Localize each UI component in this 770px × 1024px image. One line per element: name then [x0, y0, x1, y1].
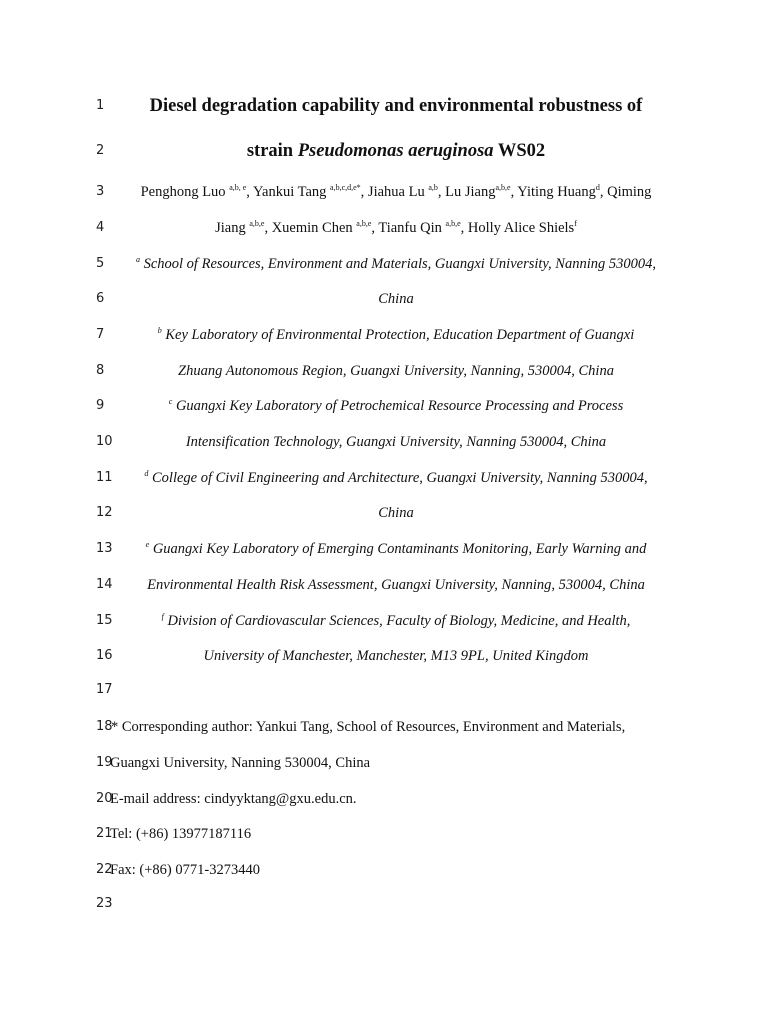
author-affiliation-marker: a,b	[428, 183, 438, 193]
line-number: 16	[96, 648, 113, 663]
affiliation-marker: d	[144, 469, 149, 479]
author-name: , Qiming	[599, 184, 652, 200]
line-number: 1	[96, 98, 105, 113]
line-number: 15	[96, 613, 113, 628]
affiliation-marker: a	[135, 255, 140, 265]
line-number: 11	[96, 470, 113, 485]
correspondence-line: E-mail address: cindyyktang@gxu.edu.cn.	[110, 791, 357, 807]
correspondence-line: Guangxi University, Nanning 530004, China	[110, 755, 371, 771]
affiliation-line	[118, 395, 674, 417]
author-name: , Tianfu Qin	[371, 220, 446, 236]
affiliation-line	[118, 324, 674, 346]
affiliation-line	[118, 610, 674, 632]
line-number: 23	[96, 896, 113, 911]
line-number: 5	[96, 256, 105, 271]
author-name: , Yiting Huang	[510, 184, 596, 200]
affiliation-line	[118, 645, 674, 667]
affiliation-marker: f	[161, 612, 164, 622]
affiliation-text: Zhuang Autonomous Region, Guangxi University, Nanning, 530004, China	[178, 363, 614, 379]
affiliation-marker: c	[168, 397, 173, 407]
line-number: 2	[96, 143, 105, 158]
affiliation-line	[118, 538, 674, 560]
author-affiliation-marker: a,b, e	[229, 183, 247, 193]
author-name: , Yankui Tang	[246, 184, 331, 200]
author-name: , Lu Jiang	[437, 184, 496, 200]
affiliation-line	[118, 288, 674, 310]
line-number: 22	[96, 862, 113, 877]
line-number: 10	[96, 434, 113, 449]
line-number: 3	[96, 184, 105, 199]
author-name: , Holly Alice Shiels	[460, 220, 575, 236]
correspondence-line: Tel: (+86) 13977187116	[110, 826, 252, 842]
affiliation-text: University of Manchester, Manchester, M13 9PL, United Kingdom	[203, 648, 589, 664]
line-number: 4	[96, 220, 105, 235]
affiliation-text: Guangxi Key Laboratory of Emerging Contaminants Monitoring, Early Warning and	[149, 541, 647, 557]
affiliation-line	[118, 431, 674, 453]
author-name: Jiang	[215, 220, 250, 236]
affiliation-line	[118, 360, 674, 382]
line-number: 12	[96, 505, 113, 520]
affiliation-text: School of Resources, Environment and Materials, Guangxi University, Nanning 530004,	[139, 256, 657, 272]
title-line-1: Diesel degradation capability and environmental robustness of	[149, 96, 643, 116]
line-number: 8	[96, 363, 105, 378]
affiliation-marker: b	[157, 326, 162, 336]
line-number: 17	[96, 682, 113, 697]
author-affiliation-marker: a,b,e	[249, 219, 265, 229]
author-name: , Xuemin Chen	[264, 220, 357, 236]
line-number: 21	[96, 826, 113, 841]
affiliation-text: China	[378, 291, 414, 307]
affiliation-text: College of Civil Engineering and Architecture, Guangxi University, Nanning 530004,	[148, 470, 648, 486]
affiliation-text: Intensification Technology, Guangxi University, Nanning 530004, China	[185, 434, 607, 450]
affiliation-text: Guangxi Key Laboratory of Petrochemical Resource Processing and Process	[172, 398, 624, 414]
line-number: 14	[96, 577, 113, 592]
line-number: 7	[96, 327, 105, 342]
author-affiliation-marker: d	[595, 183, 600, 193]
affiliation-text: Division of Cardiovascular Sciences, Faculty of Biology, Medicine, and Health,	[163, 613, 631, 629]
title-species: Pseudomonas aeruginosa	[297, 141, 494, 161]
affiliation-line	[118, 574, 674, 596]
line-number: 20	[96, 791, 113, 806]
affiliation-marker: e	[145, 540, 150, 550]
affiliation-line	[118, 467, 674, 489]
author-affiliation-marker: f	[574, 219, 577, 229]
author-affiliation-marker: a,b,e	[356, 219, 372, 229]
line-number: 19	[96, 755, 113, 770]
correspondence-line: * Corresponding author: Yankui Tang, School of Resources, Environment and Materials,	[111, 719, 626, 735]
affiliation-line	[118, 502, 674, 524]
author-affiliation-marker: a,b,e	[445, 219, 461, 229]
line-number: 13	[96, 541, 113, 556]
line-number: 18	[96, 719, 113, 734]
author-affiliation-marker: a,b,e	[495, 183, 511, 193]
title-prefix: strain	[246, 141, 298, 161]
author-line	[118, 181, 674, 203]
author-name: , Jiahua Lu	[360, 184, 429, 200]
title-suffix: WS02	[493, 141, 546, 161]
title-line-2	[118, 140, 674, 162]
author-line	[118, 217, 674, 239]
author-name: Penghong Luo	[140, 184, 230, 200]
line-number: 9	[96, 398, 105, 413]
affiliation-text: China	[378, 505, 414, 521]
line-number: 6	[96, 291, 105, 306]
author-affiliation-marker: a,b,c,d,e*	[330, 183, 361, 193]
affiliation-line	[118, 253, 674, 275]
affiliation-text: Key Laboratory of Environmental Protection, Education Department of Guangxi	[161, 327, 635, 343]
affiliation-text: Environmental Health Risk Assessment, Guangxi University, Nanning, 530004, China	[147, 577, 645, 593]
correspondence-line: Fax: (+86) 0771-3273440	[110, 862, 260, 878]
